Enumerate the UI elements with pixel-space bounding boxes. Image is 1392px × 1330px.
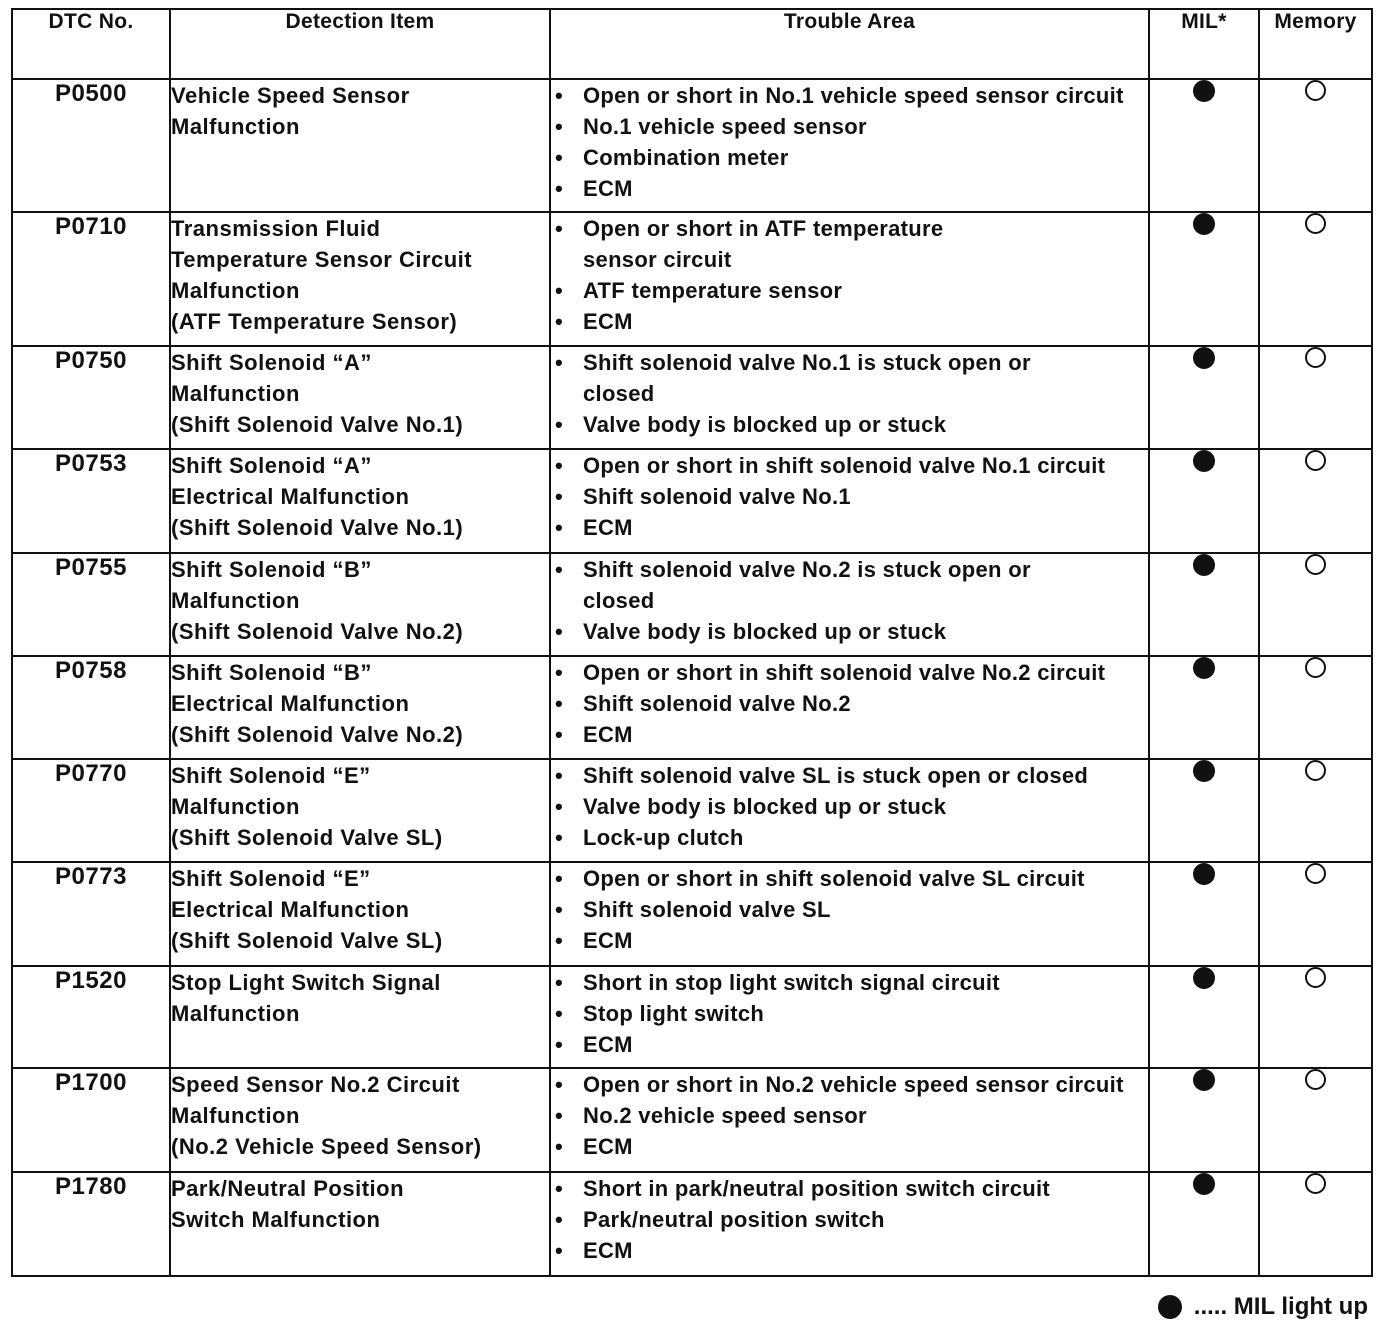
trouble-area-text: closed	[583, 588, 655, 613]
trouble-area-text: Open or short in ATF temperature	[583, 216, 944, 241]
trouble-area-text: Shift solenoid valve No.1	[583, 484, 851, 509]
trouble-area	[550, 553, 1149, 656]
table-row	[12, 656, 1372, 759]
mil-cell	[1149, 79, 1259, 212]
list-item	[551, 760, 1148, 791]
detection-item-line: Vehicle Speed Sensor	[171, 83, 410, 108]
list-item	[551, 894, 1148, 925]
list-item	[551, 1235, 1148, 1266]
mil-cell	[1149, 759, 1259, 862]
list-item	[551, 688, 1148, 719]
list-item	[551, 213, 1148, 275]
trouble-area-text: ECM	[583, 928, 633, 953]
table-row	[12, 346, 1372, 449]
detection-item-line: Shift Solenoid “B”	[171, 557, 372, 582]
trouble-area-list	[551, 1069, 1148, 1162]
trouble-area-list	[551, 213, 1148, 337]
open-circle-icon	[1305, 554, 1326, 575]
list-item	[551, 616, 1148, 647]
trouble-area-text: Valve body is blocked up or stuck	[583, 619, 947, 644]
trouble-area-text: Combination meter	[583, 145, 789, 170]
bullet-icon: •	[555, 309, 564, 334]
list-item	[551, 1029, 1148, 1060]
trouble-area-text: Shift solenoid valve No.2	[583, 691, 851, 716]
table-row	[12, 553, 1372, 656]
trouble-area-text: Open or short in No.1 vehicle speed sensor circuit	[583, 83, 1124, 108]
detection-item-line: Shift Solenoid “E”	[171, 763, 371, 788]
dtc-code: P1780	[12, 1172, 170, 1276]
legend	[1158, 1293, 1368, 1321]
bullet-icon: •	[555, 1238, 564, 1263]
dtc-code: P0773	[12, 862, 170, 966]
detection-item	[170, 1068, 550, 1172]
bullet-icon: •	[555, 1032, 564, 1057]
bullet-icon: •	[555, 145, 564, 170]
trouble-area	[550, 449, 1149, 553]
trouble-area-text: Park/neutral position switch	[583, 1207, 885, 1232]
detection-item	[170, 1172, 550, 1276]
detection-item-line: (Shift Solenoid Valve No.1)	[171, 412, 464, 437]
trouble-area-text: Shift solenoid valve SL	[583, 897, 831, 922]
filled-circle-icon	[1193, 1069, 1215, 1091]
bullet-icon: •	[555, 557, 564, 582]
table-row	[12, 449, 1372, 553]
list-item	[551, 719, 1148, 750]
detection-item-line: Shift Solenoid “A”	[171, 350, 372, 375]
list-item	[551, 822, 1148, 853]
detection-item	[170, 449, 550, 553]
open-circle-icon	[1305, 1173, 1326, 1194]
table-row	[12, 212, 1372, 346]
list-item	[551, 1100, 1148, 1131]
filled-circle-icon	[1193, 347, 1215, 369]
detection-item-line: Shift Solenoid “E”	[171, 866, 371, 891]
list-item	[551, 481, 1148, 512]
trouble-area-text: Shift solenoid valve No.2 is stuck open or	[583, 557, 1031, 582]
bullet-icon: •	[555, 1176, 564, 1201]
memory-cell	[1259, 966, 1372, 1068]
bullet-icon: •	[555, 763, 564, 788]
mil-cell	[1149, 1172, 1259, 1276]
trouble-area-list	[551, 760, 1148, 853]
detection-item-line: Electrical Malfunction	[171, 691, 410, 716]
mil-cell	[1149, 553, 1259, 656]
trouble-area	[550, 862, 1149, 966]
list-item	[551, 657, 1148, 688]
header-trouble-area: Trouble Area	[550, 9, 1149, 79]
memory-cell	[1259, 1068, 1372, 1172]
bullet-icon: •	[555, 970, 564, 995]
trouble-area-text: closed	[583, 381, 655, 406]
detection-item-line: (Shift Solenoid Valve No.1)	[171, 515, 464, 540]
detection-item	[170, 966, 550, 1068]
dtc-code: P0758	[12, 656, 170, 759]
bullet-icon: •	[555, 794, 564, 819]
detection-item-line: Malfunction	[171, 588, 300, 613]
header-detection-item: Detection Item	[170, 9, 550, 79]
detection-item-line: Malfunction	[171, 1103, 300, 1128]
list-item	[551, 1173, 1148, 1204]
list-item	[551, 409, 1148, 440]
dtc-code: P0753	[12, 449, 170, 553]
memory-cell	[1259, 553, 1372, 656]
trouble-area-list	[551, 657, 1148, 750]
list-item	[551, 306, 1148, 337]
detection-item-line: (Shift Solenoid Valve No.2)	[171, 619, 464, 644]
bullet-icon: •	[555, 176, 564, 201]
trouble-area-list	[551, 967, 1148, 1060]
list-item	[551, 791, 1148, 822]
bullet-icon: •	[555, 1134, 564, 1159]
trouble-area-text: ECM	[583, 309, 633, 334]
dtc-code: P0750	[12, 346, 170, 449]
mil-filled-dot-icon	[1158, 1295, 1182, 1319]
open-circle-icon	[1305, 657, 1326, 678]
detection-item	[170, 553, 550, 656]
bullet-icon: •	[555, 1103, 564, 1128]
memory-cell	[1259, 79, 1372, 212]
detection-item-line: (No.2 Vehicle Speed Sensor)	[171, 1134, 482, 1159]
detection-item-line: Electrical Malfunction	[171, 897, 410, 922]
trouble-area-text: Shift solenoid valve SL is stuck open or closed	[583, 763, 1089, 788]
bullet-icon: •	[555, 216, 564, 241]
trouble-area	[550, 79, 1149, 212]
bullet-icon: •	[555, 1207, 564, 1232]
detection-item-line: Malfunction	[171, 114, 300, 139]
detection-item	[170, 656, 550, 759]
list-item	[551, 512, 1148, 543]
trouble-area-list	[551, 80, 1148, 204]
dtc-code: P1700	[12, 1068, 170, 1172]
list-item	[551, 80, 1148, 111]
filled-circle-icon	[1193, 80, 1215, 102]
list-item	[551, 1204, 1148, 1235]
detection-item-line: Malfunction	[171, 278, 300, 303]
table-row	[12, 1172, 1372, 1276]
mil-cell	[1149, 346, 1259, 449]
dtc-code: P1520	[12, 966, 170, 1068]
filled-circle-icon	[1193, 1173, 1215, 1195]
trouble-area	[550, 1172, 1149, 1276]
trouble-area-text: ATF temperature sensor	[583, 278, 843, 303]
memory-cell	[1259, 1172, 1372, 1276]
open-circle-icon	[1305, 760, 1326, 781]
trouble-area	[550, 759, 1149, 862]
open-circle-icon	[1305, 213, 1326, 234]
trouble-area-text: Open or short in shift solenoid valve No.1 circuit	[583, 453, 1106, 478]
trouble-area-text: Lock-up clutch	[583, 825, 744, 850]
trouble-area-text: Shift solenoid valve No.1 is stuck open or	[583, 350, 1031, 375]
list-item	[551, 925, 1148, 956]
list-item	[551, 173, 1148, 204]
detection-item-line: Switch Malfunction	[171, 1207, 381, 1232]
mil-cell	[1149, 1068, 1259, 1172]
detection-item-line: Malfunction	[171, 381, 300, 406]
open-circle-icon	[1305, 1069, 1326, 1090]
open-circle-icon	[1305, 450, 1326, 471]
detection-item-line: Malfunction	[171, 794, 300, 819]
filled-circle-icon	[1193, 657, 1215, 679]
trouble-area	[550, 1068, 1149, 1172]
memory-cell	[1259, 346, 1372, 449]
detection-item-line: (Shift Solenoid Valve SL)	[171, 928, 443, 953]
detection-item	[170, 862, 550, 966]
table-body	[12, 79, 1372, 1276]
filled-circle-icon	[1193, 554, 1215, 576]
detection-item-line: (ATF Temperature Sensor)	[171, 309, 458, 334]
bullet-icon: •	[555, 928, 564, 953]
trouble-area	[550, 346, 1149, 449]
list-item	[551, 1069, 1148, 1100]
memory-cell	[1259, 449, 1372, 553]
mil-cell	[1149, 212, 1259, 346]
list-item	[551, 275, 1148, 306]
detection-item	[170, 346, 550, 449]
trouble-area	[550, 656, 1149, 759]
dtc-code: P0710	[12, 212, 170, 346]
filled-circle-icon	[1193, 967, 1215, 989]
trouble-area-text: No.2 vehicle speed sensor	[583, 1103, 867, 1128]
trouble-area-text: ECM	[583, 176, 633, 201]
list-item	[551, 142, 1148, 173]
bullet-icon: •	[555, 412, 564, 437]
detection-item	[170, 212, 550, 346]
detection-item-line: Park/Neutral Position	[171, 1176, 405, 1201]
detection-item-line: Shift Solenoid “B”	[171, 660, 372, 685]
bullet-icon: •	[555, 114, 564, 139]
bullet-icon: •	[555, 722, 564, 747]
trouble-area-text: Valve body is blocked up or stuck	[583, 794, 947, 819]
memory-cell	[1259, 212, 1372, 346]
memory-cell	[1259, 656, 1372, 759]
trouble-area	[550, 212, 1149, 346]
dtc-table	[11, 8, 1373, 1277]
list-item	[551, 967, 1148, 998]
detection-item-line: Shift Solenoid “A”	[171, 453, 372, 478]
bullet-icon: •	[555, 866, 564, 891]
list-item	[551, 111, 1148, 142]
bullet-icon: •	[555, 691, 564, 716]
bullet-icon: •	[555, 1001, 564, 1026]
mil-cell	[1149, 656, 1259, 759]
filled-circle-icon	[1193, 863, 1215, 885]
trouble-area-text: ECM	[583, 1134, 633, 1159]
open-circle-icon	[1305, 967, 1326, 988]
table-row	[12, 759, 1372, 862]
detection-item-line: (Shift Solenoid Valve No.2)	[171, 722, 464, 747]
trouble-area-text: sensor circuit	[583, 247, 732, 272]
detection-item	[170, 759, 550, 862]
list-item	[551, 1131, 1148, 1162]
detection-item-line: Temperature Sensor Circuit	[171, 247, 473, 272]
header-mil: MIL*	[1149, 9, 1259, 79]
trouble-area-text: Short in park/neutral position switch circuit	[583, 1176, 1051, 1201]
detection-item-line: Stop Light Switch Signal	[171, 970, 441, 995]
table-row	[12, 966, 1372, 1068]
bullet-icon: •	[555, 619, 564, 644]
trouble-area-text: Valve body is blocked up or stuck	[583, 412, 947, 437]
memory-cell	[1259, 862, 1372, 966]
table-header-row	[12, 9, 1372, 79]
mil-cell	[1149, 966, 1259, 1068]
detection-item-line: Transmission Fluid	[171, 216, 381, 241]
open-circle-icon	[1305, 80, 1326, 101]
trouble-area-text: No.1 vehicle speed sensor	[583, 114, 867, 139]
table-row	[12, 862, 1372, 966]
bullet-icon: •	[555, 350, 564, 375]
detection-item-line: Speed Sensor No.2 Circuit	[171, 1072, 460, 1097]
trouble-area-list	[551, 554, 1148, 647]
table-row	[12, 79, 1372, 212]
detection-item-line: (Shift Solenoid Valve SL)	[171, 825, 443, 850]
trouble-area-text: Stop light switch	[583, 1001, 765, 1026]
trouble-area-text: ECM	[583, 1032, 633, 1057]
trouble-area-text: ECM	[583, 515, 633, 540]
mil-cell	[1149, 862, 1259, 966]
bullet-icon: •	[555, 453, 564, 478]
header-memory: Memory	[1259, 9, 1372, 79]
dtc-code: P0770	[12, 759, 170, 862]
list-item	[551, 347, 1148, 409]
list-item	[551, 863, 1148, 894]
dtc-code: P0755	[12, 553, 170, 656]
trouble-area-text: Open or short in shift solenoid valve No.2 circuit	[583, 660, 1106, 685]
trouble-area-list	[551, 347, 1148, 440]
trouble-area-list	[551, 450, 1148, 543]
bullet-icon: •	[555, 83, 564, 108]
trouble-area-text: ECM	[583, 1238, 633, 1263]
trouble-area-list	[551, 1173, 1148, 1266]
filled-circle-icon	[1193, 213, 1215, 235]
open-circle-icon	[1305, 863, 1326, 884]
trouble-area-text: Open or short in No.2 vehicle speed sensor circuit	[583, 1072, 1124, 1097]
trouble-area	[550, 966, 1149, 1068]
header-dtc-no: DTC No.	[12, 9, 170, 79]
mil-cell	[1149, 449, 1259, 553]
list-item	[551, 554, 1148, 616]
trouble-area-text: Short in stop light switch signal circuit	[583, 970, 1000, 995]
bullet-icon: •	[555, 278, 564, 303]
bullet-icon: •	[555, 660, 564, 685]
bullet-icon: •	[555, 897, 564, 922]
detection-item-line: Electrical Malfunction	[171, 484, 410, 509]
bullet-icon: •	[555, 484, 564, 509]
filled-circle-icon	[1193, 760, 1215, 782]
list-item	[551, 450, 1148, 481]
detection-item	[170, 79, 550, 212]
trouble-area-list	[551, 863, 1148, 956]
dtc-code: P0500	[12, 79, 170, 212]
table-row	[12, 1068, 1372, 1172]
legend-text: ..... MIL light up	[1193, 1293, 1368, 1320]
bullet-icon: •	[555, 515, 564, 540]
detection-item-line: Malfunction	[171, 1001, 300, 1026]
bullet-icon: •	[555, 1072, 564, 1097]
trouble-area-text: ECM	[583, 722, 633, 747]
list-item	[551, 998, 1148, 1029]
bullet-icon: •	[555, 825, 564, 850]
memory-cell	[1259, 759, 1372, 862]
trouble-area-text: Open or short in shift solenoid valve SL circuit	[583, 866, 1085, 891]
open-circle-icon	[1305, 347, 1326, 368]
filled-circle-icon	[1193, 450, 1215, 472]
